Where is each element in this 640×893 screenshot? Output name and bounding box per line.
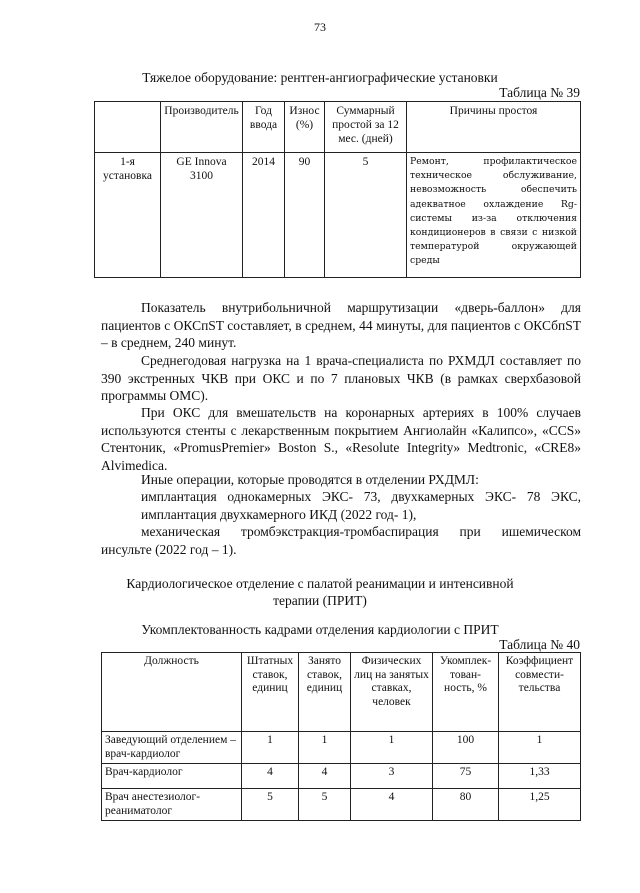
- table-row: [102, 789, 581, 821]
- coef-cell: 1,25: [499, 789, 581, 821]
- table-row: [102, 732, 581, 764]
- position-cell: Врач анестезиолог-реаниматолог: [102, 789, 242, 821]
- page-number: 73: [314, 20, 326, 34]
- position-cell: Заведующий отделением – врач-кардиолог: [102, 732, 242, 764]
- percent-cell: 75: [433, 764, 499, 789]
- manufacturer-cell: GE Innova 3100: [161, 153, 243, 278]
- occupied-cell: 4: [299, 764, 351, 789]
- occupied-cell: 1: [299, 732, 351, 764]
- position-cell: Врач-кардиолог: [102, 764, 242, 789]
- header-cell: Должность: [102, 653, 242, 732]
- paragraph-workload: Среднегодовая нагрузка на 1 врача-специалиста по РХМДЛ составляет по 390 экстренных ЧКВ при ОКС и по 7 плановых ЧКВ (в рамках сверхбазовой программы ОМС).: [101, 353, 581, 404]
- table-header-row: [95, 102, 581, 153]
- unit-cell: 1-я установка: [95, 153, 161, 278]
- header-cell: Причины простоя: [407, 102, 581, 153]
- equipment-table: [94, 101, 581, 278]
- section-title-staffing: Укомплектованность кадрами отделения кардиологии с ПРИТ: [141, 622, 499, 637]
- percent-cell: 80: [433, 789, 499, 821]
- header-cell: [95, 102, 161, 153]
- downtime-cell: 5: [325, 153, 407, 278]
- header-cell: Суммарный простой за 12 мес. (дней): [325, 102, 407, 153]
- paragraph-implantation: имплантация однокамерных ЭКС- 73, двухкамерных ЭКС- 78 ЭКС, имплантация двухкамерного ИКД (2022 год- 1),: [141, 489, 581, 522]
- table-39-caption: Таблица № 39: [499, 85, 580, 100]
- percent-cell: 100: [433, 732, 499, 764]
- table-40-caption: Таблица № 40: [499, 637, 580, 652]
- table-row: [95, 153, 581, 278]
- year-cell: 2014: [243, 153, 285, 278]
- header-cell: Производитель: [161, 102, 243, 153]
- table-row: [102, 764, 581, 789]
- header-cell: Занято ставок, единиц: [299, 653, 351, 732]
- header-cell: Износ (%): [285, 102, 325, 153]
- coef-cell: 1,33: [499, 764, 581, 789]
- wear-cell: 90: [285, 153, 325, 278]
- persons-cell: 4: [351, 789, 433, 821]
- staff-cell: 4: [242, 764, 299, 789]
- header-cell: Укомплек-тован-ность, %: [433, 653, 499, 732]
- occupied-cell: 5: [299, 789, 351, 821]
- persons-cell: 3: [351, 764, 433, 789]
- header-cell: Штатных ставок, единиц: [242, 653, 299, 732]
- section-title-cardiology: Кардиологическое отделение с палатой реанимации и интенсивной: [126, 576, 514, 591]
- staff-cell: 5: [242, 789, 299, 821]
- header-cell: Физических лиц на занятых ставках, человек: [351, 653, 433, 732]
- staff-cell: 1: [242, 732, 299, 764]
- paragraph-other-operations: Иные операции, которые проводятся в отделении РХДМЛ:: [141, 472, 479, 487]
- persons-cell: 1: [351, 732, 433, 764]
- paragraph-thrombectomy: механическая тромбэкстракция-тромбаспирация при ишемическом инсульте (2022 год – 1).: [101, 524, 581, 557]
- section-title-cardiology-line2: терапии (ПРИТ): [273, 593, 367, 608]
- coef-cell: 1: [499, 732, 581, 764]
- staffing-table: [101, 652, 581, 821]
- paragraph-stents: При ОКС для вмешательств на коронарных артериях в 100% случаев используются стенты с лекарственным покрытием Ангиолайн «Калипсо», «CCS» Стентоник, «PromusPremier» Boston S., «Resolute Integrity» Medtronic, «CRE8» Alvimedica.: [101, 405, 581, 473]
- header-cell: Коэффициент совмести-тельства: [499, 653, 581, 732]
- header-cell: Год ввода: [243, 102, 285, 153]
- reason-cell: Ремонт, профилактическое техническое обслуживание, невозможность обеспечить адекватное охлаждение Rg-системы из-за отключения кондиционеров в связи с низкой температурой окружающей среды: [407, 153, 581, 278]
- paragraph-door-balloon: Показатель внутрибольничной маршрутизации «дверь-баллон» для пациентов с ОКСпST составляет, в среднем, 44 минуты, для пациентов с ОКСбпST – в среднем, 240 минут.: [101, 300, 581, 351]
- section-title-xray: Тяжелое оборудование: рентген-ангиографические установки: [142, 70, 498, 85]
- table-header-row: [102, 653, 581, 732]
